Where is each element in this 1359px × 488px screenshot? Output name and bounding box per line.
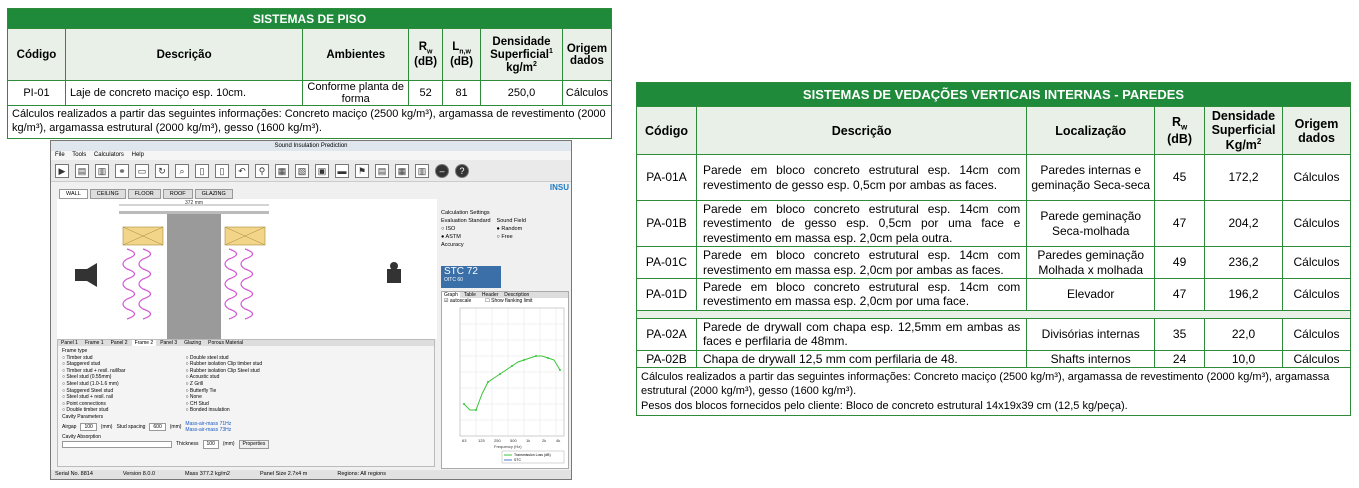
- menu-tools[interactable]: Tools: [72, 152, 87, 158]
- col-rw: $R_w$ (dB): [1155, 107, 1205, 155]
- tab-table[interactable]: Table: [463, 292, 476, 298]
- table-row: PA-01A Parede em bloco concreto estrutural esp. 14cm com revestimento de gesso esp. 0,5cm por ambas as faces. Paredes internas e geminação Seca-seca 45 172,2 Cálculos: [637, 155, 1351, 201]
- listener-icon: [387, 269, 401, 283]
- folder-icon[interactable]: ▬: [335, 164, 349, 178]
- col-localizacao: Localização: [1027, 107, 1155, 155]
- table-row: PA-01B Parede em bloco concreto estrutural esp. 14cm com revestimento de gesso esp. 0,5cm por uma face e revestimento em massa esp. 2,0cm pela outra. Parede geminação Seca-molhada 47 204,2 Cálculos: [637, 201, 1351, 247]
- menu-help[interactable]: Help: [131, 152, 144, 158]
- free-radio[interactable]: ○ Free: [496, 234, 513, 240]
- col-densidade: Densidade Superficial $Kg/m^2$: [1205, 107, 1283, 155]
- table-note: Cálculos realizados a partir das seguintes informações: Concreto maciço (2500 kg/m³), argamassa de revestimento (2000 kg/m³), argamassa estrutural (2000 kg/m³), gesso (1600 kg/m³).: [8, 106, 612, 139]
- menu-calculators[interactable]: Calculators: [93, 152, 124, 158]
- svg-text:1k: 1k: [526, 438, 531, 443]
- random-radio[interactable]: ● Random: [496, 226, 523, 232]
- brand-logo: INSU: [549, 183, 569, 192]
- software-screenshot: [50, 140, 572, 480]
- dimension-label: 372 mm: [185, 200, 204, 206]
- col-origem: Origem dados: [1283, 107, 1351, 155]
- speaker-icon: [87, 263, 97, 287]
- tab-description[interactable]: Description: [504, 292, 530, 298]
- stop-icon[interactable]: ‒: [435, 164, 449, 178]
- svg-text:63: 63: [462, 438, 467, 443]
- svg-text:4k: 4k: [556, 438, 561, 443]
- col-densidade: Densidade Superficial$^1$ $kg/m^2$: [481, 29, 563, 81]
- tab-ceiling[interactable]: CEILING: [90, 189, 126, 199]
- help-icon[interactable]: ?: [455, 164, 469, 178]
- svg-text:125: 125: [478, 438, 485, 443]
- autoscale-checkbox[interactable]: ☑ autoscale: [444, 298, 472, 304]
- col-rw: $R_w$ (dB): [409, 29, 443, 81]
- speaker-icon: [75, 269, 87, 281]
- wall-systems-table: [636, 82, 1351, 416]
- toolbar: [51, 160, 571, 182]
- astm-radio[interactable]: ● ASTM: [441, 234, 461, 240]
- tab-glazing[interactable]: Glazing: [184, 340, 202, 346]
- table-row: PA-02B Chapa de drywall 12,5 mm com perfilaria de 48. Shafts internos 24 10,0 Cálculos: [637, 350, 1351, 367]
- wall-icon[interactable]: ▤: [75, 164, 89, 178]
- table-icon[interactable]: ▦: [395, 164, 409, 178]
- svg-text:250: 250: [494, 438, 501, 443]
- table-row: PI-01 Laje de concreto maciço esp. 10cm. Conforme planta de forma 52 81 250,0 Cálculos: [8, 81, 612, 106]
- table-note: Cálculos realizados a partir das seguintes informações: Concreto maciço (2500 kg/m³), argamassa de revestimento (2000 kg/m³), argamassa estrutural (2000 kg/m³), gesso (1600 kg/m³). Pesos dos blocos fornecidos pelo cliente: Bloco de concreto estrutural 14x19x39 cm (12,5 kg/peça).: [637, 367, 1351, 415]
- tab-floor[interactable]: FLOOR: [128, 189, 161, 199]
- construction-panel: Panel 1 Frame 1 Panel 2 Frame 2 Panel 3 Glazing Porous Material Frame type ○ Timber stud ○ Staggered stud ○ Timber stud + resil. rail/bar ○ Steel stud (0.55mm) ○ Steel stud (1.0-1.6 mm) ○ Staggered Steel stud ○ Steel stud + resil. rail ○ Point connections ○ Double timber stud ○ Double steel stud ○ Rubber isolation Clip timber stud ○ Rubber isolation Clip Steel stud ○ Acoustic stud ○ Z Grill ○ Butterfly Tie ○ None ○ CH Stud ○ Bonded insulation Cavity Parameters Airgap 100 (mm) Stud spacing 600 (mm) Mass-air-mass 71Hz Mass-air-mass 73Hz Cavity Absorption Thickness 100 (mm) Properties: [57, 339, 435, 467]
- window-title: Sound Insulation Prediction: [51, 141, 571, 151]
- status-bar: Serial No. 8814 Version 8.0.0 Mass 377.2 kg/m2 Panel Size 2.7x4 m Regions: All regions: [51, 470, 571, 479]
- play-icon[interactable]: ▶: [55, 164, 69, 178]
- report-icon[interactable]: ▤: [375, 164, 389, 178]
- save-icon[interactable]: ▣: [315, 164, 329, 178]
- properties-button[interactable]: Properties: [239, 440, 270, 449]
- transmission-loss-graph: [441, 291, 569, 469]
- thickness-input[interactable]: 100: [203, 440, 219, 449]
- wall-drawing: [57, 199, 437, 339]
- tab-wall[interactable]: WALL: [59, 189, 88, 199]
- construction-tabs: [59, 189, 233, 199]
- svg-text:Transmission Loss (dB): Transmission Loss (dB): [514, 453, 551, 457]
- svg-text:500: 500: [510, 438, 517, 443]
- tab-panel-1[interactable]: Panel 1: [61, 340, 78, 346]
- svg-text:Frequency (Hz): Frequency (Hz): [494, 444, 522, 449]
- cavity-params-label: Cavity Parameters: [62, 413, 104, 420]
- chart-icon[interactable]: ▧: [295, 164, 309, 178]
- floor-systems-table: [7, 8, 612, 139]
- document-icon[interactable]: ▯: [195, 164, 209, 178]
- tab-header[interactable]: Header: [481, 292, 499, 298]
- col-codigo: Código: [637, 107, 697, 155]
- tab-frame-2[interactable]: Frame 2: [132, 340, 157, 346]
- tab-graph[interactable]: Graph: [444, 292, 458, 298]
- undo-icon[interactable]: ↶: [235, 164, 249, 178]
- col-lnw: $L_{n,w}$ (dB): [443, 29, 481, 81]
- flanking-checkbox[interactable]: ☐ Show flanking limit: [485, 298, 533, 304]
- col-codigo: Código: [8, 29, 66, 81]
- col-descricao: Descrição: [696, 107, 1026, 155]
- stud-spacing-input[interactable]: 600: [149, 423, 165, 432]
- airgap-input[interactable]: 100: [80, 423, 96, 432]
- listener-icon: [390, 262, 398, 270]
- tab-glazing[interactable]: GLAZING: [195, 189, 233, 199]
- wall-section-svg: [57, 199, 437, 339]
- table-row: PA-01C Parede em bloco concreto estrutural esp. 14cm com revestimento em massa esp. 2,0cm por ambas as faces. Paredes geminação Molhada x molhada 49 236,2 Cálculos: [637, 247, 1351, 279]
- col-ambientes: Ambientes: [303, 29, 409, 81]
- calculation-settings: Calculation Settings Evaluation Standard ○ ISO ● ASTM Sound Field ● Random ○ Free Accuracy: [441, 210, 526, 248]
- link-icon[interactable]: ⚭: [115, 164, 129, 178]
- search-icon[interactable]: ⌕: [175, 164, 189, 178]
- print-icon[interactable]: ▥: [415, 164, 429, 178]
- graph-svg: [442, 304, 568, 464]
- frame-options-right: ○ Double steel stud ○ Rubber isolation Clip timber stud ○ Rubber isolation Clip Steel stud ○ Acoustic stud ○ Z Grill ○ Butterfly Tie ○ None ○ CH Stud ○ Bonded insulation: [185, 354, 263, 414]
- frame-options-left: ○ Timber stud ○ Staggered stud ○ Timber stud + resil. rail/bar ○ Steel stud (0.55mm) ○ Steel stud (1.0-1.6 mm) ○ Staggered Steel stud ○ Steel stud + resil. rail ○ Point connections ○ Double timber stud: [62, 354, 126, 414]
- absorption-select[interactable]: [62, 441, 172, 448]
- tab-panel-2[interactable]: Panel 2: [110, 340, 128, 346]
- svg-text:2k: 2k: [542, 438, 547, 443]
- iso-radio[interactable]: ○ ISO: [441, 226, 456, 232]
- col-descricao: Descrição: [65, 29, 302, 81]
- tab-panel-3[interactable]: Panel 3: [160, 340, 178, 346]
- car-icon[interactable]: ▭: [135, 164, 149, 178]
- zoom-icon[interactable]: ⚲: [255, 164, 269, 178]
- tab-roof[interactable]: ROOF: [163, 189, 193, 199]
- menu-bar: [51, 151, 571, 160]
- col-origem: Origem dados: [562, 29, 611, 81]
- cavity-absorption-label: Cavity Absorption: [62, 433, 101, 440]
- table-title: SISTEMAS DE VEDAÇÕES VERTICAIS INTERNAS - PAREDES: [637, 83, 1351, 107]
- document-icon[interactable]: ▯: [215, 164, 229, 178]
- refresh-icon[interactable]: ↻: [155, 164, 169, 178]
- tab-porous[interactable]: Porous Material: [208, 340, 244, 346]
- stc-rating: STC 72 OITC 60: [441, 266, 501, 288]
- table-row: PA-02A Parede de drywall com chapa esp. 12,5mm em ambas as faces e perfilaria de 48mm. Divisórias internas 35 22,0 Cálculos: [637, 318, 1351, 350]
- flag-icon[interactable]: ⚑: [355, 164, 369, 178]
- tab-frame-1[interactable]: Frame 1: [84, 340, 104, 346]
- table-title: SISTEMAS DE PISO: [8, 9, 612, 29]
- menu-file[interactable]: File: [55, 152, 65, 158]
- wall-icon[interactable]: ▥: [95, 164, 109, 178]
- table-row: PA-01D Parede em bloco concreto estrutural esp. 14cm com revestimento em massa esp. 2,0cm por uma face. Elevador 47 196,2 Cálculos: [637, 278, 1351, 310]
- frame-type-label: Frame type: [62, 348, 88, 354]
- svg-text:STC: STC: [514, 458, 521, 462]
- grid-icon[interactable]: ▦: [275, 164, 289, 178]
